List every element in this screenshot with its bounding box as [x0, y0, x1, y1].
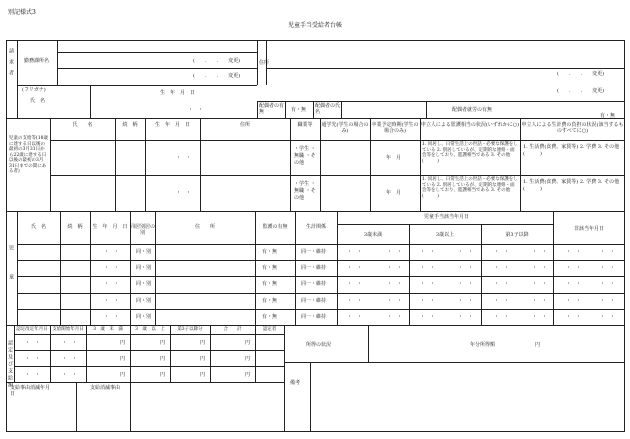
main-col-header: 生 年 月 日: [92, 224, 128, 230]
main-date: ・ ・: [347, 313, 363, 320]
stop-date-label: 支給事由消滅年月日: [10, 385, 51, 397]
pay-yen: 円: [245, 356, 251, 362]
address-change-1: ( . . 変更): [557, 71, 605, 77]
pay-col-header: 合 計: [223, 327, 242, 332]
main-coresident: 同・別: [136, 249, 152, 255]
pay-yen: 円: [120, 356, 126, 362]
main-date: ・ ・: [387, 313, 403, 320]
main-col-header: 住 所: [194, 224, 215, 230]
pay-yen: 円: [120, 372, 126, 378]
older-care: 1. 同居し、日常生活上の世話・必要な保護をしている 2. 別居しているが、定期的な連絡・面会等をしており、監護相当である 3. その他( ): [422, 142, 518, 164]
main-living: 同一・維持: [301, 313, 327, 320]
main-living: 同一・維持: [301, 297, 327, 304]
main-care: 有・無: [262, 313, 278, 320]
employer-label: 勤務課所名: [24, 58, 50, 64]
main-date: ・ ・: [387, 297, 403, 304]
count-group-label: 児童手当該当年月日: [424, 214, 470, 220]
older-grad: 年 月: [386, 190, 402, 196]
older-col-header: 申立人による監護相当の状況(いずれかに○): [420, 122, 520, 128]
claimant-name-label: 氏 名: [30, 98, 46, 104]
older-col-header: 続 柄: [122, 122, 138, 128]
older-col-divider: [145, 118, 146, 211]
main-date: ・ ・: [347, 265, 363, 272]
count-col-header: 3歳未満: [363, 232, 383, 238]
main-dob: ・ ・: [104, 281, 120, 288]
main-date: ・ ・: [494, 249, 510, 255]
employer-change-2: ( . . 変更): [193, 73, 241, 79]
pay-col-header: 3 歳 以 上: [135, 327, 165, 332]
payments-side-label: 認定及び支給額: [7, 340, 13, 389]
main-date: ・ ・: [494, 297, 510, 304]
count-col-divider: [409, 224, 410, 325]
main-dob: ・ ・: [104, 249, 120, 255]
older-cost: 1. 生活費(食費、家賃等) 2. 学費 3. その他( ): [523, 179, 620, 192]
older-dob: ・ ・: [176, 190, 192, 196]
main-row-line: [17, 260, 625, 261]
main-date: ・ ・: [494, 265, 510, 272]
stop-reason-label: 支給消滅事由: [90, 385, 121, 391]
main-date: ・ ・: [532, 297, 548, 304]
main-coresident: 同・別: [136, 281, 152, 288]
main-living: 同一・維持: [301, 265, 327, 272]
pay-yen: 円: [200, 372, 206, 378]
pay-yen: 円: [160, 340, 166, 346]
main-col-header: 氏 名: [30, 224, 46, 230]
pay-row-line: [14, 366, 284, 367]
main-date: ・ ・: [347, 249, 363, 255]
main-date: ・ ・: [566, 265, 582, 272]
main-date: ・ ・: [600, 249, 616, 255]
pay-col-header: 支給開始年月日: [52, 327, 84, 332]
older-col-header: 卒業予定時期(学生の場合のみ): [371, 122, 419, 134]
main-date: ・ ・: [600, 313, 616, 320]
main-col-header: 監護の有無: [262, 224, 288, 230]
claimant-dob-label: 生 年 月 日: [160, 90, 196, 96]
furigana-label: (フリガナ): [22, 87, 46, 93]
pay-col-divider: [86, 325, 87, 382]
spouse-name-label: 配偶者の氏名: [315, 103, 341, 115]
pay-col-header: 第3子以降分: [177, 327, 203, 332]
main-date: ・ ・: [532, 249, 548, 255]
main-date: ・ ・: [566, 313, 582, 320]
main-dob: ・ ・: [104, 297, 120, 304]
main-living: 同一・維持: [301, 249, 327, 255]
main-date: ・ ・: [420, 297, 436, 304]
address-change-2: ( . . 変更): [557, 88, 605, 94]
main-date: ・ ・: [458, 249, 474, 255]
main-coresident: 同・別: [136, 297, 152, 304]
main-date: ・ ・: [494, 281, 510, 288]
remarks-label: 備考: [290, 380, 301, 386]
children-side-label: 児童: [8, 245, 14, 303]
pay-col-divider: [255, 325, 256, 382]
page-title: 児童手当受給者台帳: [288, 22, 343, 29]
main-date: ・ ・: [420, 265, 436, 272]
main-date: ・ ・: [420, 249, 436, 255]
pay-col-divider: [170, 325, 171, 382]
main-col-header: 同居別居の別: [130, 224, 156, 236]
main-date: ・ ・: [458, 297, 474, 304]
main-care: 有・無: [262, 297, 278, 304]
main-dob: ・ ・: [104, 313, 120, 320]
older-care: 1. 同居し、日常生活上の世話・必要な保護をしている 2. 別居しているが、定期的な連絡・面会等をしており、監護相当である 3. その他( ): [422, 177, 518, 199]
pay-revise-date: ・ ・: [25, 340, 41, 346]
main-col-header: 続 柄: [67, 224, 83, 230]
pay-yen: 円: [120, 340, 126, 346]
pay-yen: 円: [245, 372, 251, 378]
older-col-header: 職業等: [297, 122, 313, 128]
older-job: ・学生 ・無職 ・その他: [294, 146, 316, 166]
main-date: ・ ・: [600, 281, 616, 288]
main-col-header: 生計関係: [305, 224, 326, 230]
main-care: 有・無: [262, 265, 278, 272]
main-living: 同一・維持: [301, 281, 327, 288]
spouse-value: 有・無: [291, 107, 307, 113]
claimant-dob-value: ・ ・: [188, 107, 204, 113]
pay-yen: 円: [160, 356, 166, 362]
count-col-divider: [481, 224, 482, 325]
main-date: ・ ・: [458, 281, 474, 288]
older-dob: ・ ・: [176, 155, 192, 161]
main-date: ・ ・: [347, 297, 363, 304]
older-col-divider: [420, 118, 421, 211]
pay-col-header: 認定者: [262, 327, 277, 332]
pay-start-date: ・ ・: [62, 340, 78, 346]
main-date: ・ ・: [532, 313, 548, 320]
annual-income-yen: 円: [535, 342, 541, 348]
non-eligible-header: 非該当年月日: [573, 226, 604, 232]
main-date: ・ ・: [532, 281, 548, 288]
address-label: 住所: [259, 60, 270, 66]
pay-start-date: ・ ・: [62, 356, 78, 362]
count-col-header: 3歳以上: [435, 232, 455, 238]
older-col-divider: [115, 118, 116, 211]
income-label: 所得の状況: [306, 342, 332, 348]
older-col-header: 通学先(学生の場合のみ): [321, 122, 369, 134]
pay-yen: 円: [245, 340, 251, 346]
pay-yen: 円: [160, 372, 166, 378]
pay-col-header: 認定改定年月日: [16, 327, 48, 332]
pay-row-line: [14, 350, 284, 351]
main-care: 有・無: [262, 249, 278, 255]
pay-start-date: ・ ・: [62, 372, 78, 378]
employer-change-1: ( . . 変更): [193, 58, 241, 64]
older-col-divider: [290, 118, 291, 211]
main-coresident: 同・別: [136, 313, 152, 320]
older-col-header: 氏 名: [72, 122, 93, 128]
main-date: ・ ・: [600, 265, 616, 272]
main-date: ・ ・: [347, 281, 363, 288]
older-col-header: 生 年 月 日: [154, 122, 190, 128]
pay-col-header: 3 歳 未 満: [93, 327, 123, 332]
main-date: ・ ・: [458, 265, 474, 272]
older-col-header: 申立人による生計費の負担の状況(該当するものすべてに○): [521, 122, 624, 134]
main-date: ・ ・: [566, 281, 582, 288]
main-date: ・ ・: [566, 249, 582, 255]
older-grad: 年 月: [386, 155, 402, 161]
main-date: ・ ・: [387, 281, 403, 288]
spouse-income-value: 有・無: [600, 113, 616, 119]
main-row-line: [17, 276, 625, 277]
older-job: ・学生 ・無職 ・その他: [294, 181, 316, 201]
form-number: 別記様式3: [8, 9, 36, 16]
claimant-side-label: 請求者: [8, 48, 14, 81]
main-date: ・ ・: [387, 249, 403, 255]
main-coresident: 同・別: [136, 265, 152, 272]
main-date: ・ ・: [420, 281, 436, 288]
pay-col-divider: [210, 325, 211, 382]
main-date: ・ ・: [532, 265, 548, 272]
older-cost: 1. 生活費(食費、家賃等) 2. 学費 3. その他( ): [523, 144, 620, 157]
older-col-header: 住所: [239, 122, 250, 128]
main-dob: ・ ・: [104, 265, 120, 272]
main-date: ・ ・: [600, 297, 616, 304]
main-date: ・ ・: [387, 265, 403, 272]
pay-revise-date: ・ ・: [25, 356, 41, 362]
pay-col-divider: [50, 325, 51, 382]
main-row-line: [17, 309, 625, 310]
pay-col-divider: [130, 325, 131, 382]
pay-yen: 円: [200, 340, 206, 346]
spouse-label: 配偶者の有無: [259, 103, 285, 115]
spouse-income-label: 配偶者就労の有無: [452, 107, 493, 113]
main-row-line: [17, 293, 625, 294]
main-date: ・ ・: [566, 297, 582, 304]
pay-revise-date: ・ ・: [25, 372, 41, 378]
older-children-label: 児童の支給等(18歳に達する日以後の最初の3月31日から22歳に達する日以後の最初の3月31日までの間にある者): [9, 136, 48, 174]
older-col-divider: [200, 118, 201, 211]
main-date: ・ ・: [420, 313, 436, 320]
main-care: 有・無: [262, 281, 278, 288]
main-date: ・ ・: [494, 313, 510, 320]
annual-income-label: 年分所得額: [470, 342, 496, 348]
count-col-header: 第3子以降: [505, 232, 529, 238]
pay-yen: 円: [200, 356, 206, 362]
main-date: ・ ・: [458, 313, 474, 320]
